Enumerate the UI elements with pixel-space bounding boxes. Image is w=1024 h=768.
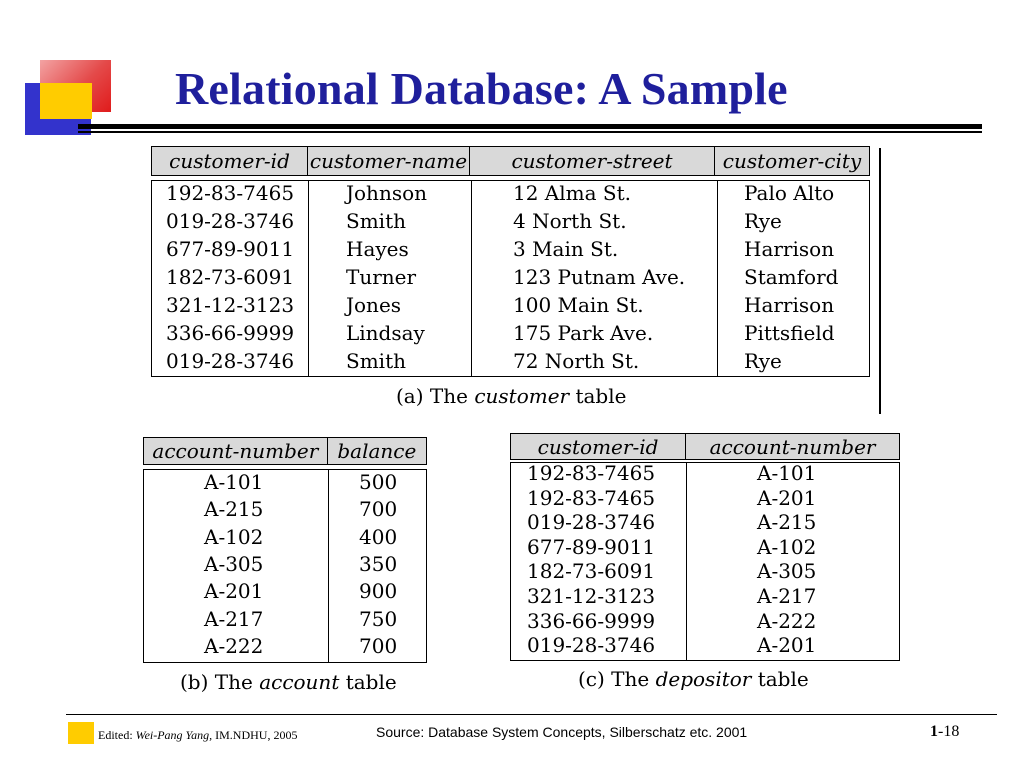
table-cell: 700: [359, 497, 398, 522]
footer-affiliation: IM.NDHU, 2005: [212, 728, 298, 742]
table-cell: Rye: [744, 349, 782, 373]
table-cell: 700: [359, 633, 398, 658]
table-cell: Smith: [346, 209, 406, 233]
column-header: balance: [337, 439, 417, 463]
table-cell: Turner: [346, 265, 417, 289]
table-cell: A-201: [757, 633, 817, 658]
table-cell: 4 North St.: [513, 209, 627, 233]
slide-number: -18: [938, 723, 960, 740]
chapter-number: 1: [930, 723, 938, 740]
customer-table-header: [151, 146, 870, 176]
table-cell: A-201: [204, 579, 264, 604]
table-cell: 182-73-6091: [527, 559, 656, 584]
page-title: Relational Database: A Sample: [175, 63, 788, 114]
table-cell: 019-28-3746: [166, 349, 295, 373]
table-cell: 350: [359, 551, 398, 576]
title-divider-thin: [78, 131, 982, 133]
table-cell: 677-89-9011: [527, 534, 656, 559]
table-cell: A-102: [757, 534, 817, 559]
customer-table-caption: [396, 384, 626, 408]
caption-suffix: table: [339, 670, 397, 694]
table-cell: 500: [359, 470, 398, 494]
table-cell: A-102: [204, 524, 264, 549]
table-cell: A-222: [757, 608, 817, 633]
account-table-caption: [180, 670, 397, 694]
table-cell: Harrison: [744, 237, 835, 261]
table-cell: Smith: [346, 349, 406, 373]
table-cell: Palo Alto: [744, 181, 835, 205]
caption-table-name: depositor: [655, 667, 752, 691]
table-cell: 182-73-6091: [166, 265, 295, 289]
caption-table-name: account: [259, 670, 340, 694]
table-cell: Jones: [346, 293, 402, 317]
footer-yellow-square: [68, 722, 94, 744]
table-cell: A-215: [757, 510, 817, 535]
caption-prefix: (b) The: [180, 670, 260, 694]
table-cell: 750: [359, 606, 398, 631]
table-cell: 677-89-9011: [166, 237, 295, 261]
table-cell: A-222: [204, 633, 264, 658]
column-header: account-number: [144, 438, 328, 464]
caption-suffix: table: [569, 384, 627, 408]
table-cell: A-305: [204, 551, 264, 576]
table-cell: 400: [359, 524, 398, 549]
column-header: customer-id: [152, 147, 308, 175]
table-cell: 123 Putnam Ave.: [513, 265, 686, 289]
table-cell: A-305: [757, 559, 817, 584]
column-header: customer-id: [511, 434, 686, 459]
table-cell: 12 Alma St.: [513, 181, 631, 205]
depositor-table-caption: [578, 667, 809, 691]
vertical-divider: [879, 148, 881, 414]
table-cell: 321-12-3123: [527, 584, 656, 608]
table-cell: 336-66-9999: [527, 608, 656, 633]
account-table-body: [143, 469, 427, 663]
table-cell: Rye: [744, 209, 782, 233]
table-cell: 900: [359, 579, 398, 604]
table-cell: Lindsay: [346, 321, 425, 345]
table-cell: A-215: [204, 497, 264, 522]
depositor-table-body: [510, 462, 900, 661]
caption-table-name: customer: [474, 384, 570, 408]
table-cell: A-217: [757, 584, 817, 608]
column-header: customer-name: [308, 147, 470, 175]
table-cell: A-201: [757, 485, 817, 510]
account-table-header: [143, 437, 427, 465]
footer-source: Source: Database System Concepts, Silberschatz etc. 2001: [376, 724, 748, 740]
table-cell: Harrison: [744, 293, 835, 317]
caption-prefix: (a) The: [396, 384, 475, 408]
table-cell: 192-83-7465: [166, 181, 295, 205]
table-cell: 100 Main St.: [513, 293, 644, 317]
footer-author: Wei-Pang Yang,: [135, 728, 213, 742]
table-cell: 175 Park Ave.: [513, 321, 654, 345]
footer-edited-label: Edited:: [98, 728, 136, 742]
page-number: [930, 723, 959, 741]
table-cell: 321-12-3123: [166, 293, 295, 317]
column-header: customer-city: [722, 149, 862, 173]
column-header: account-number: [709, 434, 876, 459]
table-cell: 3 Main St.: [513, 237, 619, 261]
table-cell: Stamford: [744, 265, 839, 289]
table-cell: A-217: [204, 606, 264, 631]
table-cell: 019-28-3746: [166, 209, 295, 233]
caption-suffix: table: [751, 667, 809, 691]
footer-divider: [66, 714, 997, 715]
caption-prefix: (c) The: [578, 667, 656, 691]
table-cell: Pittsfield: [744, 321, 835, 345]
table-cell: A-101: [204, 470, 264, 494]
logo-yellow-square: [40, 83, 92, 119]
table-cell: 192-83-7465: [527, 461, 656, 485]
table-cell: 019-28-3746: [527, 633, 656, 658]
table-cell: 72 North St.: [513, 349, 640, 373]
depositor-table-header: [510, 433, 900, 460]
table-cell: 019-28-3746: [527, 510, 656, 535]
table-cell: Hayes: [346, 237, 409, 261]
table-cell: Johnson: [346, 181, 428, 205]
title-divider: [78, 124, 982, 129]
footer-credit: [98, 728, 297, 743]
table-cell: 336-66-9999: [166, 321, 295, 345]
column-header: customer-street: [470, 147, 715, 175]
table-cell: 192-83-7465: [527, 485, 656, 510]
customer-table-body: [151, 180, 870, 377]
table-cell: A-101: [757, 461, 817, 485]
